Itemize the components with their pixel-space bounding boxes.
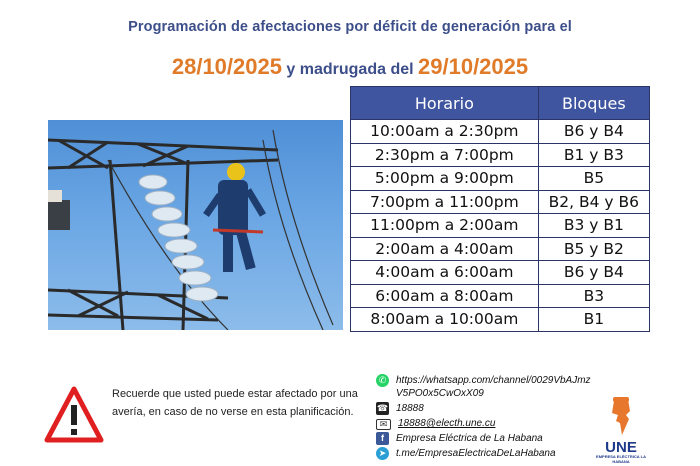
- lineman-photo-illustration: [48, 120, 343, 330]
- contact-whatsapp[interactable]: [376, 374, 606, 400]
- contact-phone: [376, 402, 606, 415]
- cell-horario: 5:00pm a 9:00pm: [351, 167, 539, 191]
- cell-horario: 11:00pm a 2:00am: [351, 214, 539, 238]
- cell-bloques: B3: [538, 284, 649, 308]
- cell-bloques: B1: [538, 308, 649, 332]
- header-bloques: Bloques: [538, 87, 649, 120]
- table-header-row: [351, 87, 650, 120]
- header-horario: Horario: [351, 87, 539, 120]
- cell-horario: 2:30pm a 7:00pm: [351, 143, 539, 167]
- table-row: [351, 284, 650, 308]
- table-row: [351, 214, 650, 238]
- table-row: [351, 237, 650, 261]
- cell-horario: 10:00am a 2:30pm: [351, 120, 539, 144]
- email-link[interactable]: 18888@electh.une.cu: [398, 418, 496, 429]
- warning-message: Recuerde que usted puede estar afectado por una avería, en caso de no verse en esta planificación.: [112, 388, 358, 418]
- table-row: [351, 308, 650, 332]
- cell-horario: 2:00am a 4:00am: [351, 237, 539, 261]
- cell-bloques: B5: [538, 167, 649, 191]
- end-date: 29/10/2025: [418, 54, 529, 79]
- whatsapp-link[interactable]: https://whatsapp.com/channel/0029VbAJmz V5PO0x5CwOxX09: [396, 375, 591, 399]
- fist-bolt-icon: [596, 395, 646, 439]
- telegram-link[interactable]: t.me/EmpresaElectricaDeLaHabana: [396, 448, 556, 459]
- cell-bloques: B6 y B4: [538, 261, 649, 285]
- cell-horario: 4:00am a 6:00am: [351, 261, 539, 285]
- facebook-icon: f: [376, 432, 389, 445]
- telegram-icon: ➤: [376, 447, 389, 460]
- table-row: [351, 120, 650, 144]
- cell-horario: 8:00am a 10:00am: [351, 308, 539, 332]
- whatsapp-icon: ✆: [376, 374, 389, 387]
- cell-bloques: B2, B4 y B6: [538, 190, 649, 214]
- contact-telegram[interactable]: [376, 447, 606, 460]
- cell-horario: 7:00pm a 11:00pm: [351, 190, 539, 214]
- cell-bloques: B1 y B3: [538, 143, 649, 167]
- schedule-table: [350, 86, 650, 332]
- logo-subtitle: EMPRESA ELÉCTRICA LA HABANA: [596, 454, 646, 464]
- contact-facebook[interactable]: [376, 432, 606, 445]
- table-row: [351, 167, 650, 191]
- email-icon: ✉: [376, 419, 391, 430]
- table-row: [351, 190, 650, 214]
- phone-icon: ☎: [376, 403, 389, 413]
- lineman-photo: [48, 120, 343, 330]
- table-row: [351, 143, 650, 167]
- logo-name: UNE: [605, 439, 637, 456]
- date-range: [0, 54, 700, 80]
- date-connector: y madrugada del: [281, 61, 419, 78]
- start-date: 28/10/2025: [171, 54, 282, 79]
- une-logo: [596, 395, 646, 466]
- cell-horario: 6:00am a 8:00am: [351, 284, 539, 308]
- cell-bloques: B3 y B1: [538, 214, 649, 238]
- phone-number: 18888: [396, 403, 424, 414]
- cell-bloques: B5 y B2: [538, 237, 649, 261]
- table-row: [351, 261, 650, 285]
- warning-icon: [44, 386, 104, 444]
- contact-email[interactable]: [376, 417, 606, 430]
- page-title: Programación de afectaciones por déficit de generación para el: [128, 19, 572, 35]
- cell-bloques: B6 y B4: [538, 120, 649, 144]
- facebook-link[interactable]: Empresa Eléctrica de La Habana: [396, 433, 543, 444]
- contact-list: [376, 374, 606, 462]
